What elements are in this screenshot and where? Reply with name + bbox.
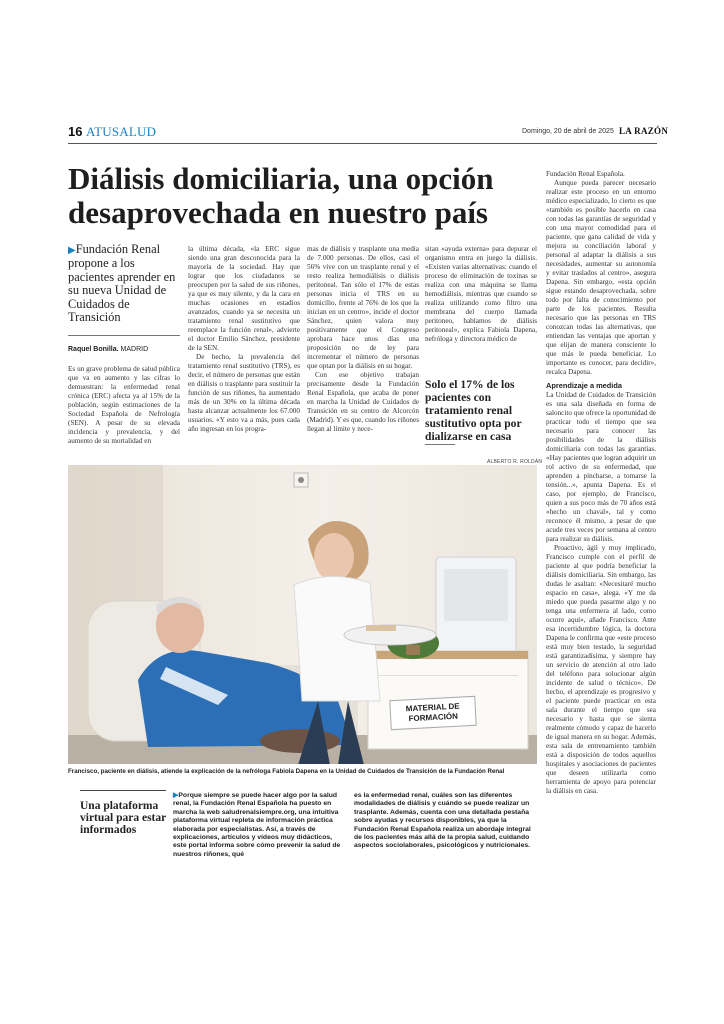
box-title: Una plataforma virtual para estar informados bbox=[80, 800, 167, 836]
header-rule bbox=[68, 143, 657, 144]
section-name: ATUSALUD bbox=[86, 124, 157, 139]
paragraph: Aunque pueda parecer necesario realizar este proceso en un entorno médico especializado, lo cierto es que «también es posible hacerlo en casa con todas las garantías de seguridad y con una mayor comodidad para el paciente, que gana calidad de vida y mejora su conciliación laboral y personal al adaptar la diálisis a sus necesidades, aumentar su autonomía y evitar traslados al centro», asegura Dapena. Sin embargo, «esta opción sigue estando desaprovechada, sobre todo por falta de conocimiento por parte de los pacientes. Resulta necesario que las personas en TRS conozcan todas las alternativas, que entiendan las ventajas que aportan y que elijan de manera consciente lo que más le pueda beneficiar. Lo importante es conocer, para decidir», recalca Dapena. bbox=[546, 179, 656, 376]
headline: Diálisis domiciliaria, una opción desaprovechada en nuestro país bbox=[68, 161, 494, 230]
paragraph: la última década, «la ERC sigue siendo una gran desconocida para la mayoría de la sociedad. Hay que lograr que los ciudadanos se preocupen por la salud de sus riñones, ya que es muy silente, y da la cara en muchas ocasiones en estadios avanzados, cuando ya se necesita un tratamiento renal sustitutivo que reemplace la función renal», advierte el doctor Emilio Sánchez, presidente de la SEN. bbox=[188, 245, 300, 352]
box-column-2 bbox=[354, 792, 534, 851]
photo-credit: ALBERTO R. ROLDÁN bbox=[487, 459, 543, 465]
author-name: Raquel Bonilla. bbox=[68, 346, 119, 353]
column-2 bbox=[188, 245, 300, 434]
article-photo bbox=[68, 465, 537, 764]
byline-location: MADRID bbox=[120, 346, 149, 353]
section-subheading: Aprendizaje a medida bbox=[546, 381, 622, 390]
box-paragraph: es la enfermedad renal, cuáles son las diferentes modalidades de diálisis y cuándo se puede realizar un trasplante. Además, cuenta con una detallada pestaña sobre ayudas y recursos disponibles, ya que la Fundación Renal Española realiza un abordaje integral de los pacientes más allá de la propia salud, cuidando aspectos sociolaborales, psicológicos y nutricionales. bbox=[354, 792, 531, 850]
subhead bbox=[68, 243, 180, 324]
subhead-rule bbox=[68, 335, 180, 336]
box-paragraph: Porque siempre se puede hacer algo por la salud renal, la Fundación Renal Española ha puesto en marcha la web saludrenalsiempre.org, una intuitiva plataforma virtual repleta de información práctica elaborada por especialistas. Así, a través de explicaciones, artículos y vídeos muy didácticos, este portal informa sobre cómo prevenir la salud de nuestros riñones, qué bbox=[173, 792, 341, 858]
newspaper-name: LA RAZÓN bbox=[619, 126, 669, 136]
box-top-rule bbox=[80, 790, 166, 791]
byline bbox=[68, 346, 148, 353]
paragraph: Proactivo, ágil y muy implicado, Francisco cumple con el perfil de paciente al que podría beneficiar la diálisis domiciliaria. Sin embargo, las dudas le asaltan: «Necesitaré mucho espacio en casa», alega. «Y me da miedo que pueda pasarme algo y no tenga una enfermera al lado, como ocurre aquí», añade Francisco. Ante esa incertidumbre lógica, la doctora Dapena le confirma que «este proceso está muy bien testado, la seguridad está garantizadísima, y siempre hay un servicio de atención al otro lado del teléfono para solucionar algún incidente de salud o técnico». De hecho, el aprendizaje es progresivo y el paciente puede practicar en esta sala durante el tiempo que sea necesario y hasta que se sienta realmente cómodo y capaz de hacerlo de igual manera en su hogar. Además, esta sala de entrenamiento también está a disposición de todos aquellos hospitales y asociaciones de pacientes que deseen utilizarla como herramienta de apoyo para potenciar la diálisis en casa. bbox=[546, 544, 656, 795]
photo-caption: Francisco, paciente en diálisis, atiende la explicación de la nefróloga Fabiola Dapena en la Unidad de Cuidados de Transición de la Fundación Renal bbox=[68, 768, 505, 775]
page-number: 16 bbox=[68, 124, 83, 139]
paragraph: Fundación Renal Española. bbox=[546, 170, 625, 178]
subhead-text: Fundación Renal propone a los pacientes aprender en su nueva Unidad de Cuidados de Transición bbox=[68, 242, 176, 325]
column-1 bbox=[68, 365, 180, 446]
column-5 bbox=[546, 170, 656, 796]
issue-date: Domingo, 20 de abril de 2025 bbox=[522, 128, 614, 135]
paragraph: sitan «ayuda externa» para depurar el organismo entra en juego la diálisis. «Existen varias alternativas: cuando el proceso de eliminación de toxinas se realiza con una máquina se llama hemodiálisis, mientras que cuando se realiza utilizando como filtro una membrana del cuerpo llamada peritoneo, hablamos de diálisis peritoneal», explica Fabiola Dapena, nefróloga y directora médico de bbox=[425, 245, 537, 343]
paragraph: La Unidad de Cuidados de Transición es una sala diseñada en forma de saloncito que ofrece la oportunidad de practicar todo el tiempo que sea necesario para conocer las posibilidades de la diálisis domiciliaria con todas las garantías. «Hay pacientes que logran adquirir un rol activo de su enfermedad, que aprenden a pincharse, a tomarse la tensión...», apunta Dapena. Es el caso, por ejemplo, de Francisco, quien a sus poco más de 70 años está «hecho un chaval», tal y como reconoce él mismo, a pesar de que acude tres veces por semana al centro para realizar su diálisis. bbox=[546, 391, 656, 543]
training-material-sign: MATERIAL DE FORMACIÓN bbox=[389, 696, 476, 730]
pull-quote-rule bbox=[425, 444, 455, 445]
paragraph: Con ese objetivo trabajan precisamente desde la Fundación Renal Española, que acaba de poner en marcha la Unidad de Cuidados de Transición en su centro de Alcorcón (Madrid). Y es que, cuando los riñones llegan al límite y nece- bbox=[307, 371, 419, 433]
triangle-marker-icon: ▶ bbox=[68, 245, 76, 256]
triangle-marker-icon: ▶ bbox=[173, 792, 179, 799]
paragraph: De hecho, la prevalencia del tratamiento renal sustitutivo (TRS), es decir, el número de personas que están en diálisis o trasplante para sustituir la función de sus riñones, ha aumentado más de un 30% en la última década hasta alcanzar actualmente los 67.000 usuarios. «Y esto va a más, pues cada año ingresan en los progra- bbox=[188, 353, 300, 433]
box-column-1 bbox=[173, 792, 343, 859]
column-3 bbox=[307, 245, 419, 434]
column-4 bbox=[425, 245, 537, 344]
paragraph: Es un grave problema de salud pública que va en aumento y las cifras lo demuestran: la enfermedad renal crónica (ERC) afecta ya al 15% de la población, según estimaciones de la Sociedad Española de Nefrología (SEN). A pesar de su elevada incidencia y prevalencia, y del aumento de su mortalidad en bbox=[68, 365, 180, 445]
paragraph: mas de diálisis y trasplante una media de 7.000 personas. De ellos, casi el 56% vive con un trasplante renal y el resto realiza hemodiálisis o diálisis peritoneal. Tan sólo el 17% de estas personas inicia el TRS en su domicilio, frente al 76% de los que la inician en un centro», incide el doctor Sánchez, quien valora muy positivamente que el Congreso aprobara hace unos días una proposición no de ley para incrementar el número de personas que optan por la diálisis en su hogar. bbox=[307, 245, 419, 370]
pull-quote: Solo el 17% de los pacientes con tratamiento renal sustitutivo opta por dializarse en casa bbox=[425, 378, 522, 443]
